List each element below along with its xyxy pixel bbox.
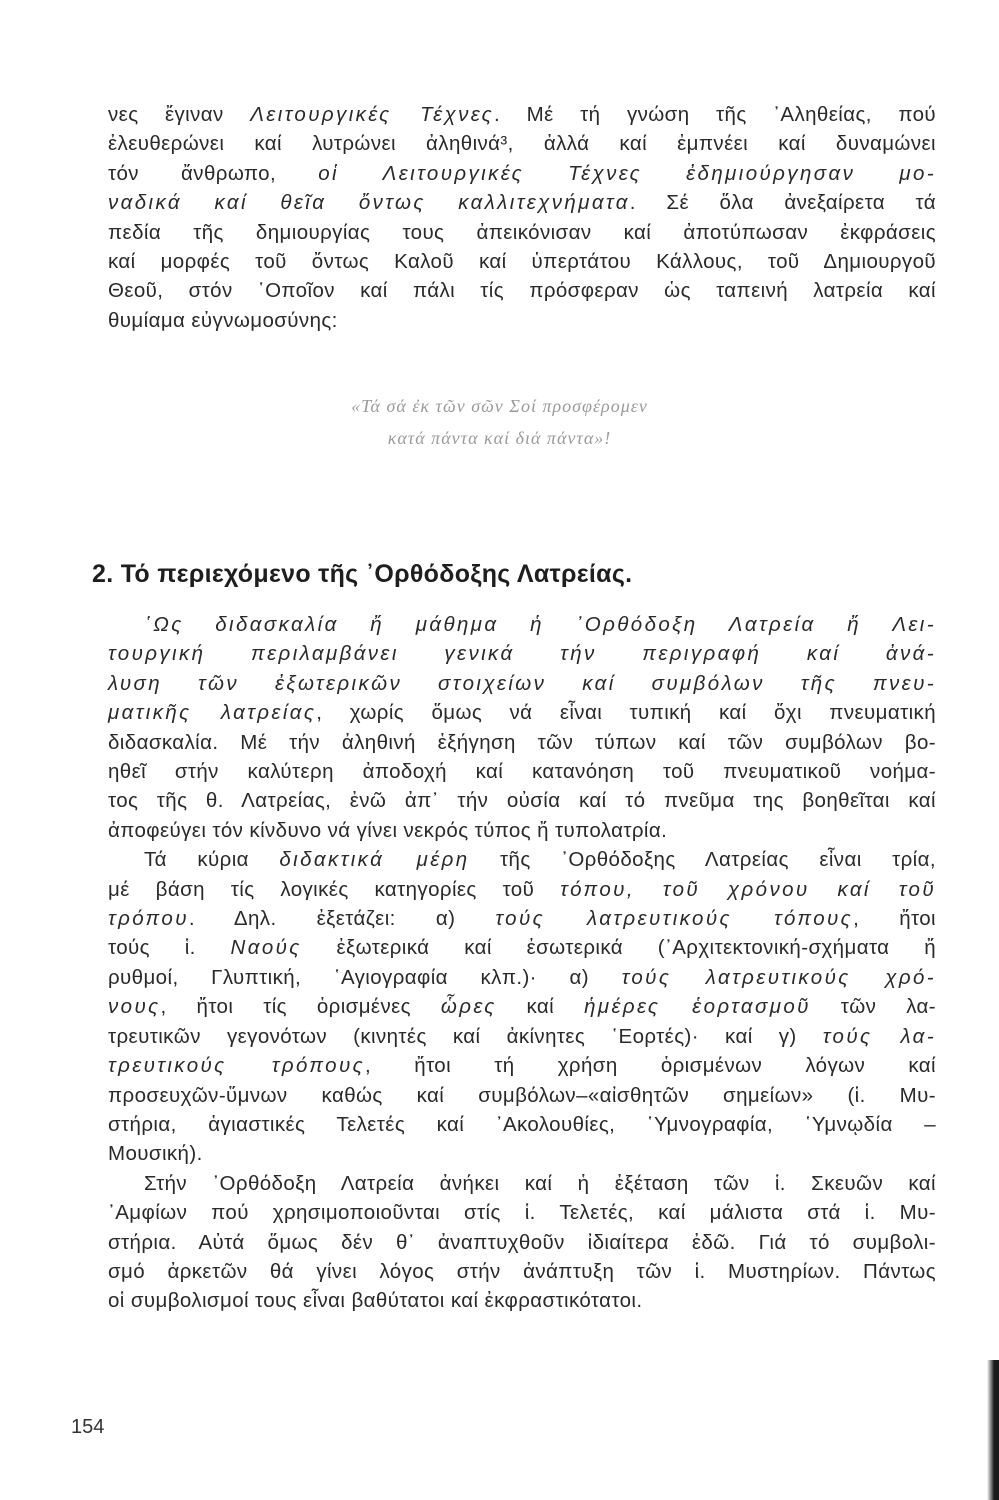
text-span: ἐξωτερικά καί ἐσωτερικά (᾿Αρχιτεκτονική-σχήματα ἤ bbox=[301, 936, 936, 960]
italic-span: λυση τῶν ἐξωτερικῶν στοιχείων καί συμβόλων τῆς πνευ- bbox=[108, 671, 936, 695]
italic-span: ναδικά καί θεῖα ὄντως καλλιτεχνήματα bbox=[108, 191, 630, 215]
text-line bbox=[108, 933, 936, 962]
text-line bbox=[108, 845, 936, 874]
text-span: νες ἔγιναν bbox=[108, 103, 251, 126]
text-span: διδασκαλία. Μέ τήν ἀληθινή ἑξήγηση τῶν τύπων καί τῶν συμβόλων βο- bbox=[108, 730, 936, 754]
italic-span: Ναούς bbox=[230, 936, 302, 960]
text-span: πεδία τῆς δημιουργίας τους ἀπεικόνισαν καί ἀποτύπωσαν ἐκφράσεις bbox=[108, 220, 936, 244]
text-span: . Δηλ. ἐξετάζει: α) bbox=[188, 907, 496, 931]
text-line bbox=[108, 610, 936, 639]
text-span: Θεοῦ, στόν ῾Οποῖον καί πάλι τίς πρόσφεραν ὡς ταπεινή λατρεία καί bbox=[108, 279, 936, 303]
text-line bbox=[108, 1257, 936, 1286]
text-line bbox=[108, 816, 936, 845]
quote-line-1: «Τά σά ἐκ τῶν σῶν Σοί προσφέρομεν bbox=[351, 396, 648, 416]
text-span: στήρια, ἁγιαστικές Τελετές καί ᾿Ακολουθίες, ῾Υμνογραφία, ῾Υμνῳδία – bbox=[108, 1112, 936, 1136]
text-line bbox=[108, 129, 936, 158]
text-span: προσευχῶν-ὕμνων καθώς καί συμβόλων–«αἰσθητῶν σημείων» (ἱ. Μυ- bbox=[108, 1083, 936, 1107]
text-span: . Σέ ὅλα ἀνεξαίρετα τά bbox=[629, 191, 936, 215]
text-line bbox=[108, 1139, 936, 1168]
text-span: ἐλευθερώνει καί λυτρώνει ἀληθινά³, ἀλλά καί ἐμπνέει καί δυναμώνει bbox=[108, 132, 936, 156]
section-body bbox=[108, 610, 936, 1316]
text-span: σμό ἀρκετῶν θά γίνει λόγος στήν ἀνάπτυξη τῶν ἱ. Μυστηρίων. Πάντως bbox=[108, 1259, 936, 1283]
italic-span: τόπου, τοῦ χρόνου καί τοῦ bbox=[560, 877, 937, 901]
italic-span: τρευτικούς τρόπους bbox=[108, 1054, 365, 1078]
italic-span: τρόπου bbox=[108, 907, 189, 931]
text-span: ᾿Αμφίων πού χρησιμοποιοῦνται στίς ἱ. Τελετές, καί μάλιστα στά ἱ. Μυ- bbox=[108, 1201, 936, 1225]
text-line bbox=[108, 247, 936, 276]
text-span: στήρια. Αὐτά ὅμως δέν θ᾿ ἀναπτυχθοῦν ἰδιαίτερα ἐδῶ. Γιά τό συμβολι- bbox=[108, 1230, 936, 1254]
text-line bbox=[108, 306, 936, 335]
text-line bbox=[108, 1051, 936, 1080]
text-line bbox=[108, 1081, 936, 1110]
italic-span: διδακτικά μέρη bbox=[279, 848, 470, 872]
quote-line-2: κατά πάντα καί διά πάντα»! bbox=[387, 428, 612, 448]
text-span: τος τῆς θ. Λατρείας, ἐνῶ ἀπ᾿ τήν οὐσία καί τό πνεῦμα της βοηθεῖται καί bbox=[108, 789, 936, 813]
text-span: οἱ συμβολισμοί τους εἶναι βαθύτατοι καί ἐκφραστικότατοι. bbox=[108, 1289, 643, 1313]
text-span: ρυθμοί, Γλυπτική, ῾Αγιογραφία κλπ.)· α) bbox=[108, 965, 622, 989]
text-line bbox=[108, 276, 936, 305]
text-line bbox=[108, 188, 936, 217]
italic-span: ματικῆς λατρείας bbox=[108, 701, 317, 725]
text-span: θυμίαμα εὐγνωμοσύνης: bbox=[108, 308, 338, 332]
text-line bbox=[108, 1286, 936, 1315]
text-span: καί bbox=[496, 995, 585, 1019]
text-span: τῶν λα- bbox=[810, 995, 937, 1019]
text-span: καί μορφές τοῦ ὄντως Καλοῦ καί ὑπερτάτου Κάλλους, τοῦ Δημιουργοῦ bbox=[108, 250, 936, 274]
text-line bbox=[108, 875, 936, 904]
page-number: 154 bbox=[71, 1416, 105, 1438]
text-line bbox=[108, 639, 936, 668]
text-span: μέ βάση τίς λογικές κατηγορίες τοῦ bbox=[108, 877, 561, 901]
text-line bbox=[108, 1169, 936, 1198]
text-span: Τά κύρια bbox=[144, 848, 280, 872]
italic-span: ὧρες bbox=[440, 995, 497, 1019]
paragraph-definition bbox=[108, 610, 936, 845]
text-span: τῆς ᾿Ορθόδοξης Λατρείας εἶναι τρία, bbox=[469, 848, 936, 872]
text-line bbox=[108, 728, 936, 757]
italic-span: τούς λατρευτικούς χρό- bbox=[621, 965, 936, 989]
text-line bbox=[108, 963, 936, 992]
italic-span: Λειτουργικές Τέχνες bbox=[250, 103, 494, 126]
italic-span: τούς λα- bbox=[822, 1024, 936, 1048]
text-span: , ἤτοι bbox=[853, 907, 936, 931]
text-span: , χωρίς ὅμως νά εἶναι τυπική καί ὄχι πνευματική bbox=[316, 701, 936, 725]
italic-span: τούς λατρευτικούς τόπους bbox=[495, 907, 854, 931]
text-line bbox=[108, 904, 936, 933]
italic-span: τουργική περιλαμβάνει γενικά τήν περιγραφή καί ἀνά- bbox=[108, 642, 936, 666]
text-span: τούς ἱ. bbox=[108, 936, 231, 960]
text-line bbox=[108, 698, 936, 727]
text-line bbox=[108, 757, 936, 786]
text-line bbox=[108, 992, 936, 1021]
text-span: ηθεῖ στήν καλύτερη ἀποδοχή καί κατανόηση τοῦ πνευματικοῦ νοήμα- bbox=[108, 760, 936, 784]
section-heading: 2. Τό περιεχόμενο τῆς ᾿Ορθόδοξης Λατρείας. bbox=[92, 560, 633, 588]
text-span: Μουσική). bbox=[108, 1142, 203, 1166]
italic-span: νους bbox=[108, 995, 161, 1019]
opening-paragraph bbox=[108, 100, 936, 335]
text-line bbox=[108, 159, 936, 188]
text-span: . Μέ τή γνώση τῆς ᾿Αληθείας, πού bbox=[494, 103, 937, 126]
text-line bbox=[108, 669, 936, 698]
text-span: τόν ἄνθρωπο, bbox=[108, 161, 319, 185]
text-line bbox=[108, 1228, 936, 1257]
text-span: Στήν ᾿Ορθόδοξη Λατρεία ἀνήκει καί ἡ ἐξέταση τῶν ἱ. Σκευῶν καί bbox=[144, 1171, 936, 1195]
text-line bbox=[108, 1022, 936, 1051]
text-line bbox=[108, 100, 936, 129]
text-line bbox=[108, 1110, 936, 1139]
italic-span: οἱ Λειτουργικές Τέχνες ἐδημιούργησαν μο- bbox=[318, 161, 936, 185]
text-line bbox=[108, 786, 936, 815]
italic-span: ἡμέρες ἑορτασμοῦ bbox=[584, 995, 811, 1019]
page-edge-shadow bbox=[987, 1360, 999, 1500]
text-line bbox=[108, 1198, 936, 1227]
text-span: τρευτικῶν γεγονότων (κινητές καί ἀκίνητες ῾Εορτές)· καί γ) bbox=[108, 1024, 823, 1048]
paragraph-teaching-parts bbox=[108, 845, 936, 1168]
text-span: ἀποφεύγει τόν κίνδυνο νά γίνει νεκρός τύπος ἤ τυπολατρία. bbox=[108, 818, 668, 842]
text-line bbox=[108, 218, 936, 247]
text-span: , ἤτοι τίς ὁρισμένες bbox=[160, 995, 441, 1019]
paragraph-vessels-vestments bbox=[108, 1169, 936, 1316]
italic-span: ῾Ως διδασκαλία ἤ μάθημα ἡ ᾿Ορθόδοξη Λατρεία ἤ Λει- bbox=[144, 613, 936, 636]
text-span: , ἤτοι τή χρήση ὁρισμένων λόγων καί bbox=[365, 1054, 936, 1078]
